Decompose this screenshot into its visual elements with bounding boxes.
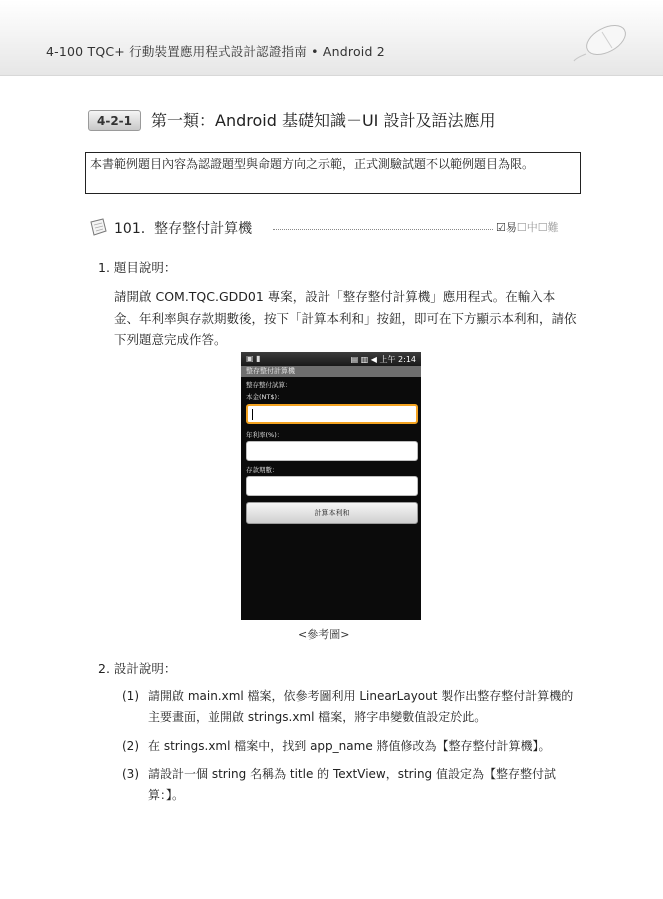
question-title: [114, 218, 252, 238]
rate-input[interactable]: [246, 441, 418, 461]
figure-caption: <參考圖>: [298, 628, 350, 641]
step2-title: 2. 設計說明：: [98, 661, 177, 676]
principal-input[interactable]: [246, 404, 418, 424]
calculate-button[interactable]: 計算本利和: [246, 502, 418, 524]
step1-title: 1. 題目說明：: [98, 260, 177, 275]
item-text: 請開啟 main.xml 檔案，依參考圖利用 LinearLayout 製作出整存整付計算機的主要畫面，並開啟 strings.xml 檔案，將字串變數值設定於此。: [148, 689, 574, 724]
periods-input[interactable]: [246, 476, 418, 496]
question-number: 101.: [114, 221, 146, 237]
question-name: 整存整付計算機: [154, 221, 253, 237]
label-periods: 存款期數：: [246, 466, 279, 474]
computer-mouse-icon: [572, 14, 632, 62]
status-bar: [241, 352, 421, 366]
item-number: (3): [122, 767, 139, 781]
section-title: 第一類：Android 基礎知識－UI 設計及語法應用: [151, 111, 496, 130]
medium-label: 中: [526, 221, 538, 234]
item-text: 請設計一個 string 名稱為 title 的 TextView，string 值設定為【整存整付試算：】。: [148, 767, 556, 802]
status-notification-icons: ▣ ▮: [246, 354, 261, 363]
label-title: 整存整付試算：: [246, 381, 292, 389]
medium-checkbox: ☐: [516, 221, 527, 234]
easy-label: 易: [505, 221, 517, 234]
running-header: 4-100 TQC+ 行動裝置應用程式設計認證指南 • Android 2: [46, 44, 385, 59]
difficulty-rating: [496, 219, 559, 235]
hard-checkbox: ☐: [537, 221, 548, 234]
section-number-badge: 4-2-1: [88, 110, 141, 131]
app-title-bar: 整存整付計算機: [241, 366, 421, 377]
easy-checkbox: ☑: [496, 221, 506, 234]
phone-screenshot: [241, 352, 421, 620]
label-rate: 年利率(%)：: [246, 431, 284, 439]
notepad-icon: [88, 218, 108, 236]
step1-paragraph: 請開啟 COM.TQC.GDD01 專案，設計「整存整付計算機」應用程式。在輸入本金、年利率與存款期數後，按下「計算本利和」按鈕，即可在下方顯示本利和，請依下列題意完成作答。: [114, 289, 577, 347]
item-text: 在 strings.xml 檔案中，找到 app_name 將值修改為【整存整付計算機】。: [148, 739, 551, 753]
leader-dots: [273, 229, 493, 230]
item-number: (1): [122, 689, 139, 703]
text-caret: [252, 409, 253, 420]
hard-label: 難: [547, 221, 559, 234]
item-number: (2): [122, 739, 139, 753]
label-principal: 本金(NT$)：: [246, 393, 284, 401]
status-clock: ▤ ▥ ◀ 上午 2:14: [350, 355, 416, 364]
page-header-band: [0, 0, 663, 76]
notice-box: 本書範例題目內容為認證題型與命題方向之示範，正式測驗試題不以範例題目為限。: [85, 152, 581, 194]
